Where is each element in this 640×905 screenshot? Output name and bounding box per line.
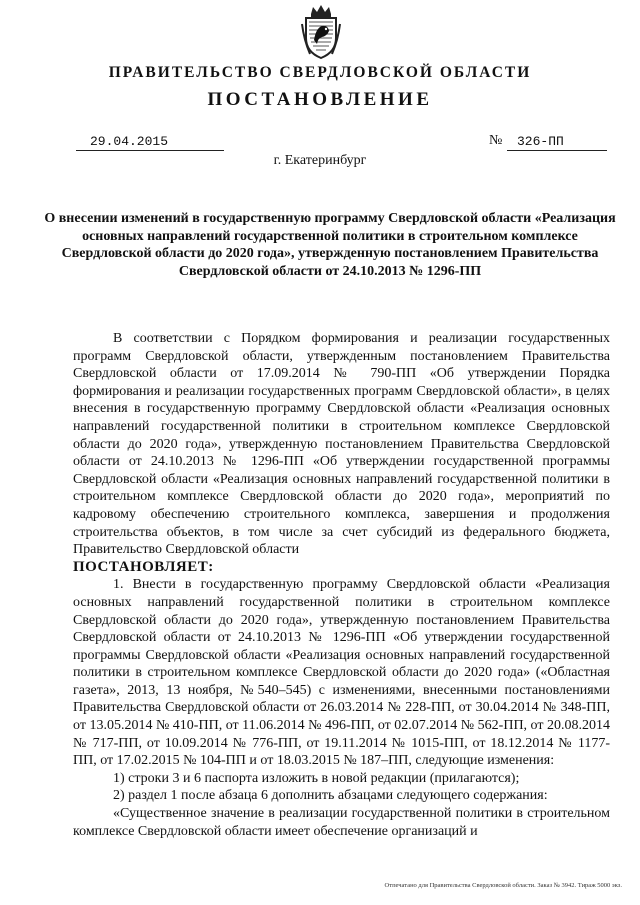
- quoted-paragraph: «Существенное значение в реализации государственной политики в строительном комплексе Свердловской области имеет обеспечение организаций и: [73, 806, 610, 839]
- sub-item-2: 2) раздел 1 после абзаца 6 дополнить абзацами следующего содержания:: [113, 788, 548, 804]
- print-footer: Отпечатано для Правительства Свердловской области. Заказ № 3942. Тираж 5000 экз.: [384, 882, 622, 889]
- number-label: №: [489, 133, 503, 148]
- document-date: 29.04.2015: [76, 134, 224, 151]
- document-title: О внесении изменений в государственную программу Свердловской области «Реализация основных направлений государственной политики в строительном комплексе Свердловской области до 2020 года», утвержденную постановлением Правительства Свердловской области от 24.10.2013 № 1296-ПП: [44, 211, 616, 279]
- city: г. Екатеринбург: [273, 153, 367, 168]
- document-number: 326-ПП: [507, 134, 607, 151]
- item-1: 1. Внести в государственную программу Свердловской области «Реализация основных направлений государственной политики в строительном комплексе Свердловской области до 2020 года», утвержденную постановлением Правительства Свердловской области от 24.10.2013 № 1296-ПП «Об утверждении государственной программы Свердловской области «Реализация основных направлений государственной политики в строительном комплексе Свердловской области до 2020 года» («Областная газета», 2013, 13 ноября, №540–545) с изменениями, внесенными постановлениями Правительства Свердловской области от 26.03.2014 № 228-ПП, от 30.04.2014 № 348-ПП, от 13.05.2014 № 410-ПП, от 11.06.2014 № 496-ПП, от 02.07.2014 № 562-ПП, от 20.08.2014 № 717-ПП, от 10.09.2014 № 776-ПП, от 19.11.2014 № 1015-ПП, от 18.12.2014 № 1177-ПП, от 17.02.2015 № 104-ПП и от 18.03.2015 № 187–ПП, следующие изменения:: [73, 577, 610, 769]
- document-type: ПОСТАНОВЛЕНИЕ: [207, 89, 433, 110]
- government-name: ПРАВИТЕЛЬСТВО СВЕРДЛОВСКОЙ ОБЛАСТИ: [108, 64, 532, 81]
- document-body: [73, 330, 610, 840]
- coat-of-arms-icon: [298, 4, 344, 60]
- sub-item-1: 1) строки 3 и 6 паспорта изложить в новой редакции (прилагаются);: [113, 770, 520, 786]
- decree-heading: ПОСТАНОВЛЯЕТ:: [73, 558, 214, 575]
- intro-paragraph: В соответствии с Порядком формирования и реализации государственных программ Свердловской области, утвержденным постановлением Правительства Свердловской области от 17.09.2014 № 790-ПП «Об утверждении Порядка формирования и реализации государственных программ Свердловской области», в целях внесения в государственную программу Свердловской области «Реализация основных направлений государственной политики в строительном комплексе Свердловской области до 2020 года», утвержденную постановлением Правительства Свердловской области от 24.10.2013 № 1296-ПП «Об утверждении государственной программы Свердловской области «Реализация основных направлений государственной политики в строительном комплексе Свердловской области до 2020 года», мероприятий по кадровому обеспечению строительного комплекса, завершения и продолжения строительства объектов, в том числе за счет субсидий из федерального бюджета, Правительство Свердловской области: [73, 331, 610, 558]
